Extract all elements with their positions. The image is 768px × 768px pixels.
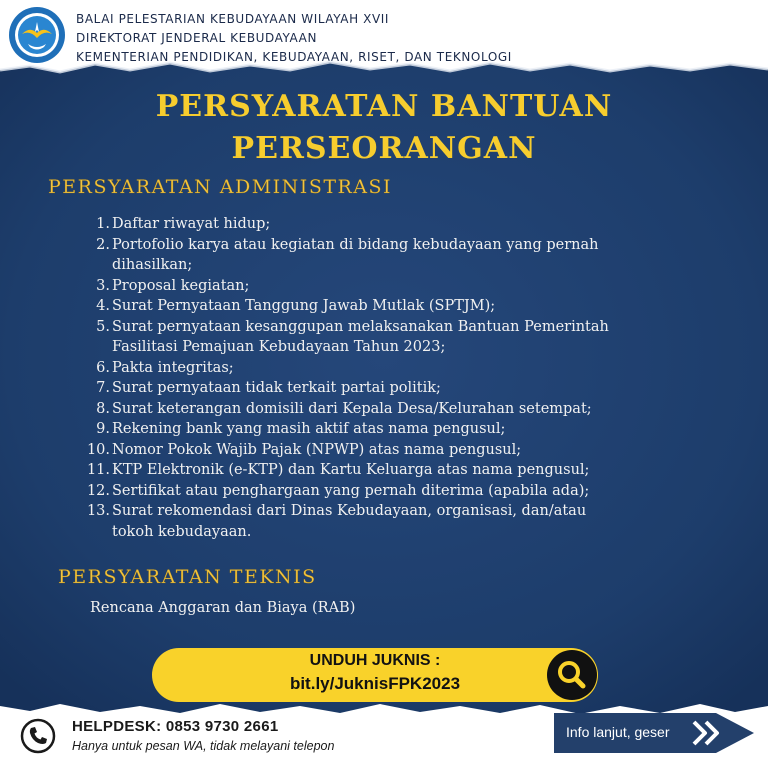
list-item-line: Surat keterangan domisili dari Kepala Desa/Kelurahan setempat; — [112, 400, 592, 417]
list-item-number: 13. — [86, 503, 110, 519]
list-item-text — [112, 481, 664, 502]
list-item-text — [112, 419, 664, 440]
list-item-line: Surat Pernyataan Tanggung Jawab Mutlak (SPTJM); — [112, 298, 496, 314]
list-item — [84, 358, 664, 379]
title-line-1: PERSYARATAN BANTUAN — [155, 89, 613, 124]
list-item — [84, 276, 664, 297]
list-item-line: dihasilkan; — [112, 257, 193, 273]
list-item-number: 10. — [86, 441, 110, 458]
list-item-line: Proposal kegiatan; — [112, 277, 250, 294]
list-item-number: 3. — [96, 277, 110, 294]
list-item-number: 6. — [96, 359, 110, 376]
list-item-line: tokoh kebudayaan. — [112, 523, 252, 540]
list-item-number: 4. — [96, 298, 110, 314]
list-item — [84, 501, 664, 542]
list-item-line: Nomor Pokok Wajib Pajak (NPWP) atas nama pengusul; — [112, 441, 522, 458]
org-line-3: KEMENTERIAN PENDIDIKAN, KEBUDAYAAN, RISET, DAN TEKNOLOGI — [76, 50, 512, 64]
list-item-text — [112, 399, 664, 420]
info-next-label[interactable]: Info lanjut, geser — [566, 724, 670, 740]
list-item — [84, 440, 664, 461]
list-item-line: Fasilitasi Pemajuan Kebudayaan Tahun 2023; — [112, 339, 446, 355]
page-title — [0, 86, 768, 170]
list-item-text — [112, 235, 664, 276]
list-item — [84, 296, 664, 317]
list-item-line: KTP Elektronik (e-KTP) dan Kartu Keluarga atas nama pengusul; — [112, 462, 590, 478]
list-item-line: Pakta integritas; — [112, 359, 234, 376]
download-url[interactable]: bit.ly/JuknisFPK2023 — [289, 674, 461, 693]
org-line-2: DIREKTORAT JENDERAL KEBUDAYAAN — [76, 31, 318, 45]
helpdesk-note: Hanya untuk pesan WA, tidak melayani telepon — [72, 739, 335, 753]
list-item-number: 12. — [86, 482, 110, 499]
list-item — [84, 235, 664, 276]
list-item-line: Surat pernyataan kesanggupan melaksanakan Bantuan Pemerintah — [112, 318, 609, 335]
search-button[interactable] — [547, 650, 597, 700]
technical-requirement: Rencana Anggaran dan Biaya (RAB) — [90, 600, 356, 616]
list-item-line: Surat rekomendasi dari Dinas Kebudayaan, organisasi, dan/atau — [112, 503, 587, 519]
list-item-text — [112, 501, 664, 542]
list-item-line: Daftar riwayat hidup; — [112, 216, 271, 232]
admin-requirements-list — [84, 214, 664, 542]
search-icon — [547, 650, 597, 700]
org-line-1: BALAI PELESTARIAN KEBUDAYAAN WILAYAH XVII — [76, 12, 390, 26]
list-item — [84, 399, 664, 420]
list-item-text — [112, 440, 664, 461]
phone-icon — [20, 718, 56, 754]
list-item-text — [112, 317, 664, 358]
list-item-text — [112, 378, 664, 399]
list-item-number: 5. — [96, 318, 110, 335]
list-item-line: Portofolio karya atau kegiatan di bidang kebudayaan yang pernah — [112, 236, 599, 253]
list-item — [84, 214, 664, 235]
list-item-number: 11. — [86, 462, 110, 478]
list-item-line: Surat pernyataan tidak terkait partai politik; — [112, 380, 441, 396]
list-item-text — [112, 276, 664, 297]
list-item-text — [112, 296, 664, 317]
list-item — [84, 419, 664, 440]
helpdesk-number: HELPDESK: 0853 9730 2661 — [72, 718, 279, 735]
list-item — [84, 378, 664, 399]
technical-heading: PERSYARATAN TEKNIS — [58, 566, 317, 588]
list-item-text — [112, 214, 664, 235]
list-item — [84, 460, 664, 481]
list-item-text — [112, 358, 664, 379]
list-item-line: Sertifikat atau penghargaan yang pernah diterima (apabila ada); — [112, 482, 590, 499]
list-item — [84, 317, 664, 358]
list-item-number: 1. — [96, 216, 110, 232]
list-item-text — [112, 460, 664, 481]
list-item-number: 8. — [96, 400, 110, 417]
list-item-line: Rekening bank yang masih aktif atas nama pengusul; — [112, 421, 506, 437]
download-guide-link[interactable] — [152, 648, 598, 702]
list-item-number: 9. — [96, 421, 110, 437]
admin-heading: PERSYARATAN ADMINISTRASI — [48, 176, 393, 198]
title-line-2: PERSEORANGAN — [231, 131, 537, 166]
tut-wuri-handayani-logo-icon — [8, 6, 66, 64]
list-item-number: 7. — [96, 380, 110, 396]
download-label: UNDUH JUKNIS : — [309, 652, 441, 669]
list-item-number: 2. — [96, 236, 110, 253]
list-item — [84, 481, 664, 502]
